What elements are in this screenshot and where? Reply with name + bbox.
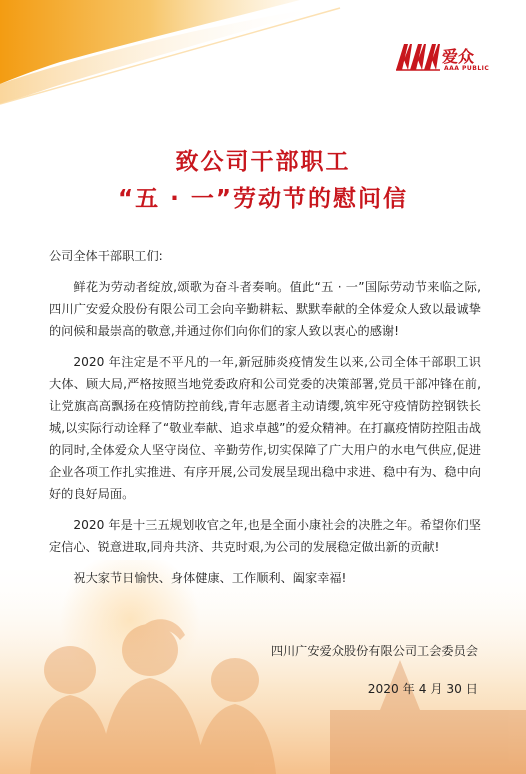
letter-title-line-1: 致公司干部职工 [175,149,351,175]
letter-title-line-2: “五 · 一”劳动节的慰问信 [118,186,408,212]
letter-body [49,245,481,589]
letter-salutation: 公司全体干部职工们: [49,249,163,263]
letter-paragraph-3: 2020 年是十三五规划收官之年,也是全面小康社会的决胜之年。希望你们坚定信心、锐意进取,同舟共济、共克时艰,为公司的发展稳定做出新的贡献! [49,518,481,554]
aaa-logo-mark-icon [394,40,442,74]
letter-paragraph-1: 鲜花为劳动者绽放,颂歌为奋斗者奏响。值此“五 · 一”国际劳动节来临之际,四川广安爱众股份有限公司工会向辛勤耕耘、默默奉献的全体爱众人致以最诚挚的问候和最崇高的敬意,并通过你们向你们的家人致以衷心的感谢! [49,280,481,338]
letter-paragraph-4: 祝大家节日愉快、身体健康、工作顺利、阖家幸福! [73,571,347,585]
logo-chinese-text: 爱众 [442,47,475,66]
letter-date: 2020 年 4 月 30 日 [367,682,478,696]
company-logo [394,40,494,82]
worker-illustration-decoration [0,560,526,774]
letter-signature: 四川广安爱众股份有限公司工会委员会 [270,644,478,658]
letter-paragraph-2: 2020 年注定是不平凡的一年,新冠肺炎疫情发生以来,公司全体干部职工识大体、顾大局,严格按照当地党委政府和公司党委的决策部署,党员干部冲锋在前,让党旗高高飘扬在疫情防控前线,青年志愿者主动请缨,筑牢死守疫情防控钢铁长城,以实际行动诠释了“敬业奉献、追求卓越”的爱众精神。在打赢疫情防控阻击战的同时,全体爱众人坚守岗位、辛勤劳作,切实保障了广大用户的水电气供应,促进企业各项工作扎实推进、有序开展,公司发展呈现出稳中求进、稳中有为、稳中向好的良好局面。 [49,355,481,501]
logo-english-text: AAA PUBLIC [444,65,490,72]
